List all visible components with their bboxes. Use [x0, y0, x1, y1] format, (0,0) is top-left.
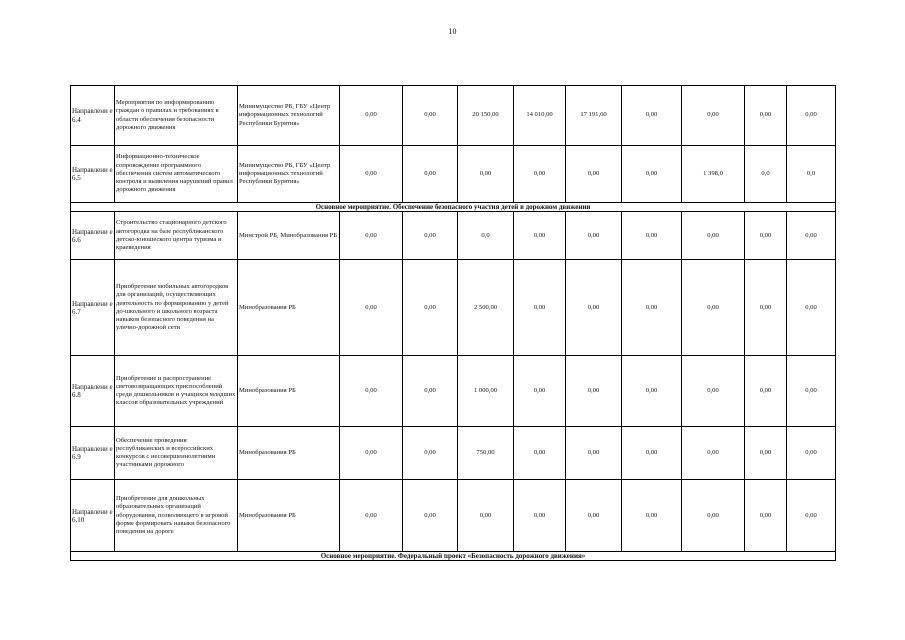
- table-row: [71, 427, 836, 480]
- row-name: Обеспечение проведения республиканских и всероссийских конкурсов с несовершеннолетними участниками дорожного: [115, 427, 238, 480]
- value-cell: 0,00: [745, 480, 787, 552]
- value-cell: 0,00: [622, 260, 682, 356]
- section-row: [71, 203, 836, 212]
- value-cell: 0,00: [514, 356, 566, 427]
- value-cell: 0,00: [403, 427, 458, 480]
- row-executor: Минобразования РБ: [238, 260, 340, 356]
- value-cell: 0,00: [458, 480, 514, 552]
- value-cell: 0,00: [566, 146, 622, 203]
- row-name: Информационно-техническое сопровождение программного обеспечения систем автоматического контроля и выявления нарушений правил дорожного движения: [115, 146, 238, 203]
- value-cell: 0,00: [566, 212, 622, 260]
- value-cell: 750,00: [458, 427, 514, 480]
- table-row: [71, 86, 836, 146]
- table-row: [71, 260, 836, 356]
- row-executor: Минобразования РБ: [238, 480, 340, 552]
- value-cell: 0,00: [403, 356, 458, 427]
- value-cell: 0,00: [622, 86, 682, 146]
- table-row: [71, 356, 836, 427]
- row-executor: Минстрой РБ, Минобразования РБ: [238, 212, 340, 260]
- value-cell: 0,0: [787, 146, 836, 203]
- row-code: Направлени е 6.5: [71, 146, 115, 203]
- value-cell: 0,00: [403, 480, 458, 552]
- value-cell: 0,00: [745, 260, 787, 356]
- value-cell: 1 000,00: [458, 356, 514, 427]
- value-cell: 0,0: [745, 146, 787, 203]
- value-cell: 0,00: [682, 356, 745, 427]
- table-row: [71, 480, 836, 552]
- value-cell: 0,00: [682, 427, 745, 480]
- value-cell: 0,00: [340, 480, 403, 552]
- value-cell: 0,00: [340, 86, 403, 146]
- page-number: 10: [448, 27, 457, 36]
- row-code: Направлени е 6.10: [71, 480, 115, 552]
- value-cell: 0,00: [514, 427, 566, 480]
- program-table: [70, 85, 836, 561]
- value-cell: 20 150,00: [458, 86, 514, 146]
- section-row: [71, 552, 836, 561]
- value-cell: 0,00: [682, 260, 745, 356]
- row-code: Направлени е 6.7: [71, 260, 115, 356]
- value-cell: 0,00: [514, 146, 566, 203]
- row-executor: Минобразования РБ: [238, 427, 340, 480]
- value-cell: 0,00: [622, 212, 682, 260]
- value-cell: 0,00: [340, 427, 403, 480]
- value-cell: 0,00: [340, 356, 403, 427]
- value-cell: 0,00: [787, 260, 836, 356]
- value-cell: 0,00: [682, 212, 745, 260]
- value-cell: 1 398,0: [682, 146, 745, 203]
- section-title: Основное мероприятие. Обеспечение безопасного участия детей в дорожном движении: [71, 203, 836, 212]
- value-cell: 0,00: [514, 260, 566, 356]
- value-cell: 0,00: [403, 146, 458, 203]
- value-cell: 0,00: [682, 86, 745, 146]
- table-row: [71, 146, 836, 203]
- row-executor: Минимущество РБ, ГБУ «Центр информационных технологий Республики Бурятия»: [238, 86, 340, 146]
- value-cell: 0,00: [682, 480, 745, 552]
- value-cell: 0,00: [622, 146, 682, 203]
- section-title: Основное мероприятие. Федеральный проект «Безопасность дорожного движения»: [71, 552, 836, 561]
- value-cell: 0,00: [745, 86, 787, 146]
- row-name: Строительство стационарного детского автогородка на базе республиканского детско-юношеского центра туризма и краеведения: [115, 212, 238, 260]
- row-executor: Минобразования РБ: [238, 356, 340, 427]
- value-cell: 0,00: [566, 356, 622, 427]
- value-cell: 0,00: [458, 146, 514, 203]
- value-cell: 0,00: [787, 427, 836, 480]
- table-body: [71, 86, 836, 561]
- value-cell: 0,00: [340, 260, 403, 356]
- row-code: Направлени е 6.4: [71, 86, 115, 146]
- value-cell: 0,00: [622, 356, 682, 427]
- value-cell: 0,00: [787, 212, 836, 260]
- value-cell: 0,00: [745, 356, 787, 427]
- value-cell: 14 010,00: [514, 86, 566, 146]
- value-cell: 0,00: [745, 427, 787, 480]
- table-row: [71, 212, 836, 260]
- row-name: Приобретение мобильных автогородков для организаций, осуществляющих деятельность по формированию у детей до-школьного и школьного возраста навыков безопасного поведения на улично-дорожной сети: [115, 260, 238, 356]
- value-cell: 0,00: [340, 146, 403, 203]
- value-cell: 0,00: [514, 212, 566, 260]
- value-cell: 0,00: [403, 212, 458, 260]
- value-cell: 0,00: [403, 260, 458, 356]
- value-cell: 0,00: [566, 480, 622, 552]
- value-cell: 0,00: [514, 480, 566, 552]
- row-name: Приобретение и распространение световозвращающих приспособлений среди дошкольников и учащихся младших классов образовательных учреждений: [115, 356, 238, 427]
- value-cell: 0,00: [340, 212, 403, 260]
- value-cell: 0,00: [787, 480, 836, 552]
- value-cell: 0,00: [622, 427, 682, 480]
- value-cell: 0,00: [787, 356, 836, 427]
- value-cell: 0,0: [458, 212, 514, 260]
- row-name: Приобретение для дошкольных образовательных организаций оборудования, позволяющего в игровой форме формировать навыки безопасного поведения на дороге: [115, 480, 238, 552]
- value-cell: 17 191,60: [566, 86, 622, 146]
- row-code: Направлени е 6.6: [71, 212, 115, 260]
- value-cell: 0,00: [566, 427, 622, 480]
- value-cell: 0,00: [566, 260, 622, 356]
- row-name: Мероприятия по информированию граждан о правилах и требованиях в области обеспечения безопасности дорожного движения: [115, 86, 238, 146]
- value-cell: 0,00: [745, 212, 787, 260]
- value-cell: 0,00: [403, 86, 458, 146]
- value-cell: 0,00: [787, 86, 836, 146]
- row-executor: Минимущество РБ, ГБУ «Центр информационных технологий Республики Бурятия»: [238, 146, 340, 203]
- value-cell: 0,00: [622, 480, 682, 552]
- value-cell: 2 500,00: [458, 260, 514, 356]
- row-code: Направлени е 6.9: [71, 427, 115, 480]
- row-code: Направлени е 6.8: [71, 356, 115, 427]
